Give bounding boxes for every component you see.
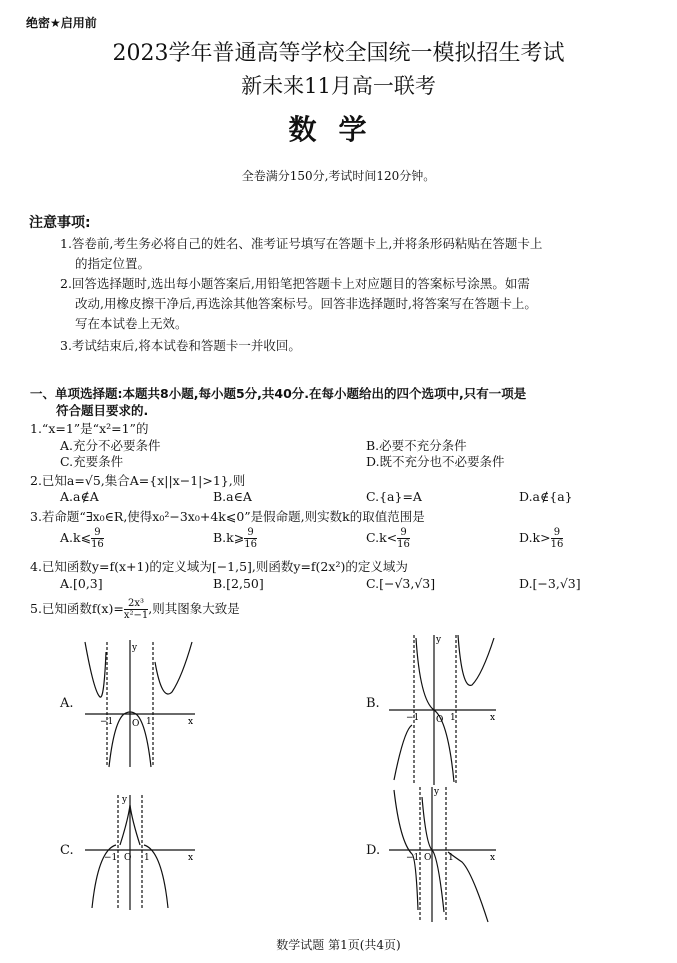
curve	[155, 642, 192, 694]
score-note: 全卷满分150分,考试时间120分钟。	[241, 169, 436, 183]
tick-neg1: −1	[406, 853, 420, 863]
q5-option-c-label: C.	[60, 843, 74, 858]
denominator: 16	[397, 539, 410, 550]
question-3-stem: 3.若命题“∃x₀∈R,使得x₀²−3x₀+4k⩽0”是假命题,则实数k的取值范围是	[30, 509, 425, 524]
numerator: 9	[397, 527, 410, 539]
origin-label: O	[424, 853, 432, 863]
q4-option-c: C.[−√3,√3]	[366, 576, 436, 591]
q4-option-b: B.[2,50]	[213, 576, 264, 591]
tick-pos1: 1	[146, 717, 152, 727]
q1-option-d: D.既不充分也不必要条件	[366, 454, 505, 469]
q3-option-c	[366, 527, 410, 550]
curve	[458, 635, 494, 685]
fraction	[91, 527, 104, 550]
q1-option-b: B.必要不充分条件	[366, 438, 467, 453]
q5-graph-b	[384, 630, 504, 790]
q5-option-b-label: B.	[366, 696, 380, 711]
notice-item: 3.考试结束后,将本试卷和答题卡一并收回。	[60, 338, 301, 353]
subject-title: 数学	[288, 113, 389, 146]
q5-stem-pre: 5.已知函数f(x)=	[30, 601, 124, 616]
exam-subtitle: 新未来11月高一联考	[241, 74, 436, 98]
origin-label: O	[124, 853, 132, 863]
q3-option-b-text: B.k⩾	[213, 530, 245, 545]
q3-option-d	[519, 527, 563, 550]
origin-label: O	[132, 719, 140, 729]
question-1-stem: 1.“x=1”是“x²=1”的	[30, 421, 149, 436]
y-label: y	[122, 795, 128, 805]
q5-option-d-label: D.	[366, 843, 381, 858]
q4-option-a: A.[0,3]	[60, 576, 103, 591]
q5-graph-d	[384, 782, 504, 927]
y-label: y	[132, 643, 138, 653]
tick-neg1: −1	[100, 717, 114, 727]
q5-graph-a	[80, 632, 200, 772]
q3-option-b	[213, 527, 257, 550]
curve	[448, 852, 488, 922]
origin-label: O	[436, 715, 444, 725]
numerator: 9	[244, 527, 257, 539]
curve	[85, 642, 106, 697]
x-label: x	[490, 713, 496, 723]
q1-option-c: C.充要条件	[60, 454, 124, 469]
q2-option-a: A.a∉A	[60, 489, 99, 504]
q4-option-d: D.[−3,√3]	[519, 576, 581, 591]
denominator: x²−1	[123, 610, 149, 621]
fraction	[244, 527, 257, 550]
section-heading: 一、单项选择题:本题共8小题,每小题5分,共40分.在每小题给出的四个选项中,只有一项是	[30, 386, 527, 401]
section-heading-cont: 符合题目要求的.	[56, 403, 149, 418]
y-label: y	[436, 635, 442, 645]
notice-item: 2.回答选择题时,选出每小题答案后,用铅笔把答题卡上对应题目的答案标号涂黑。如需	[60, 276, 530, 291]
tick-neg1: −1	[406, 713, 420, 723]
question-5-stem	[30, 598, 240, 621]
question-4-stem: 4.已知函数y=f(x+1)的定义域为[−1,5],则函数y=f(2x²)的定义域为	[30, 559, 408, 574]
tick-pos1: 1	[448, 853, 454, 863]
tick-pos1: 1	[450, 713, 456, 723]
page-footer: 数学试题 第1页(共4页)	[276, 938, 401, 952]
x-label: x	[490, 853, 496, 863]
q5-graph-c	[80, 790, 200, 915]
fraction	[124, 598, 148, 621]
q1-option-a: A.充分不必要条件	[60, 438, 161, 453]
notice-heading: 注意事项:	[29, 215, 91, 231]
tick-neg1: −1	[104, 853, 118, 863]
confidential-label: 绝密★启用前	[26, 16, 97, 30]
q5-option-a-label: A.	[60, 696, 74, 711]
exam-title: 2023学年普通高等学校全国统一模拟招生考试	[112, 41, 565, 66]
y-label: y	[434, 787, 440, 797]
q3-option-c-text: C.k<	[366, 530, 398, 545]
notice-item: 的指定位置。	[75, 256, 151, 271]
notice-item: 改动,用橡皮擦干净后,再选涂其他答案标号。回答非选择题时,将答案写在答题卡上。	[75, 296, 537, 311]
q2-option-b: B.a∈A	[213, 489, 252, 504]
tick-pos1: 1	[144, 853, 150, 863]
denominator: 16	[550, 539, 564, 550]
q2-option-d: D.a∉{a}	[519, 489, 573, 504]
fraction	[397, 527, 410, 550]
x-label: x	[188, 717, 194, 727]
numerator: 9	[551, 527, 564, 539]
notice-item: 写在本试卷上无效。	[75, 316, 188, 331]
denominator: 16	[244, 539, 257, 550]
curve	[394, 725, 412, 780]
notice-item: 1.答卷前,考生务必将自己的姓名、准考证号填写在答题卡上,并将条形码粘贴在答题卡上	[60, 236, 543, 251]
denominator: 16	[91, 539, 104, 550]
q2-option-c: C.{a}=A	[366, 489, 422, 504]
q3-option-a-text: A.k⩽	[60, 530, 92, 545]
fraction	[551, 527, 564, 550]
q5-stem-post: ,则其图象大致是	[148, 601, 240, 616]
numerator: 9	[91, 527, 104, 539]
x-label: x	[188, 853, 194, 863]
q3-option-d-text: D.k>	[519, 530, 551, 545]
q3-option-a	[60, 527, 104, 550]
question-2-stem: 2.已知a=√5,集合A={x||x−1|>1},则	[30, 473, 246, 488]
numerator: 2x³	[124, 598, 148, 610]
